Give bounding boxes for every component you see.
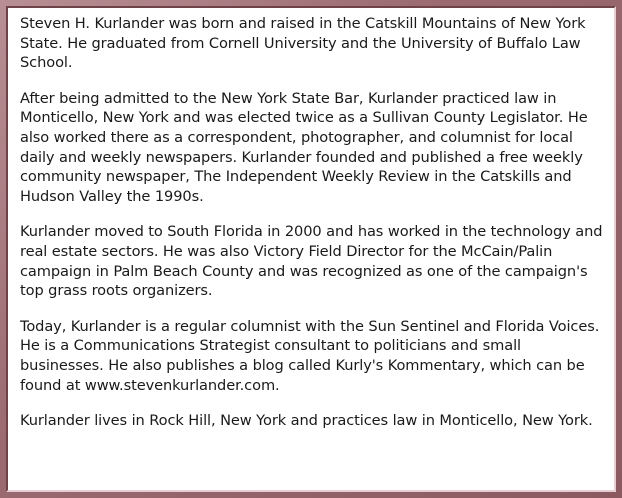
bio-paragraph-3: Kurlander moved to South Florida in 2000 and has worked in the technology and real estate sectors. He was also Victory Field Director for the McCain/Palin campaign in Palm Beach County and was recognized as one of the campaign's top grass roots organizers. (20, 223, 603, 300)
bio-paragraph-2: After being admitted to the New York State Bar, Kurlander practiced law in Monticello, New York and was elected twice as a Sullivan County Legislator. He also worked there as a correspondent, photographer, and columnist for local daily and weekly newspapers. Kurlander founded and published a free weekly community newspaper, The Independent Weekly Review in the Catskills and Hudson Valley the 1990s. (20, 89, 588, 205)
bio-text-panel (8, 8, 614, 490)
bio-paragraph-1: Steven H. Kurlander was born and raised in the Catskill Mountains of New York State. He graduated from Cornell University and the University of Buffalo Law School. (20, 15, 586, 72)
bio-paragraph-4: Today, Kurlander is a regular columnist with the Sun Sentinel and Florida Voices. He is a Communications Strategist consultant to politicians and small businesses. He also publishes a blog called Kurly's Kommentary, which can be found at www.stevenkurlander.com. (20, 317, 600, 394)
bio-paragraph-5: Kurlander lives in Rock Hill, New York and practices law in Monticello, New York. (20, 412, 593, 430)
